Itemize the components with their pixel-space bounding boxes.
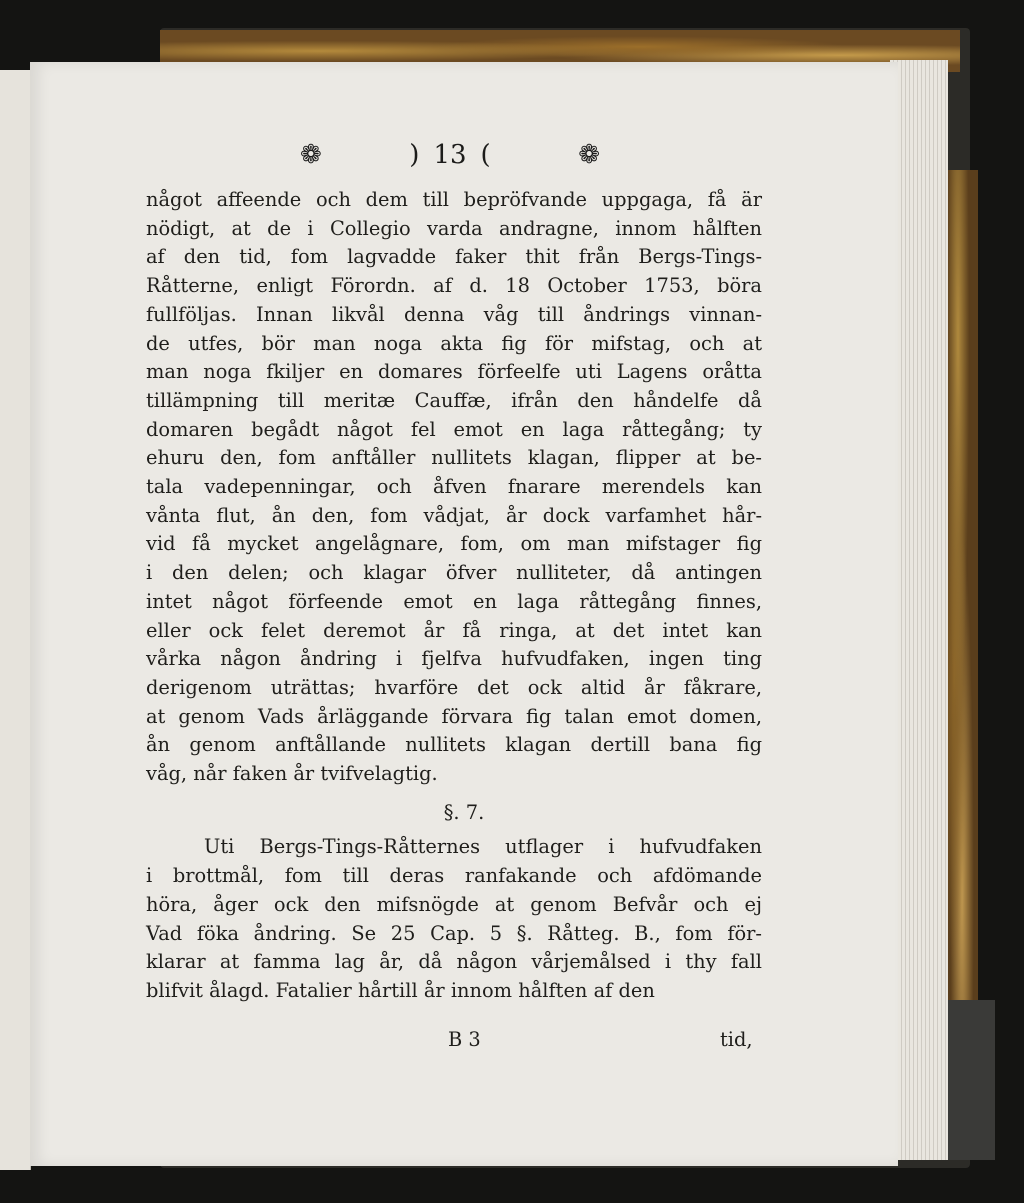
text-line: i brottmål, fom till deras ranfakande och afdömande (146, 864, 762, 888)
text-line: vid få mycket angelågnare, fom, om man mifstager fig (146, 532, 762, 556)
facing-page-edge (0, 70, 31, 1170)
text-line: nödigt, at de i Collegio varda andragne, innom hålften (146, 216, 762, 240)
catchword: tid, (720, 1028, 753, 1051)
text-line: derigenom uträttas; hvarföre det ock altid år fåkrare, (146, 675, 762, 699)
page-stack-edge (890, 60, 948, 1160)
text-line: domaren begådt något fel emot en laga råttegång; ty (146, 417, 762, 441)
paren-right: ( (480, 140, 491, 170)
text-line: tala vadepenningar, och åfven fnarare merendels kan (146, 475, 762, 499)
text-line: höra, åger ock den mifsnögde at genom Befvår och ej (146, 892, 762, 916)
text-line: våg, når faken år tvifvelagtig. (146, 762, 438, 786)
text-line: ehuru den, fom anftåller nullitets klagan, flipper at be- (146, 446, 762, 470)
text-line: intet något förfeende emot en laga råttegång finnes, (146, 589, 762, 613)
page-header (300, 138, 600, 172)
text-line: tillämpning till meritæ Cauffæ, ifrån den håndelfe då (146, 388, 762, 412)
paren-left: ) (409, 140, 420, 170)
text-line: Råtterne, enligt Förordn. af d. 18 October 1753, böra (146, 274, 762, 298)
paragraph-block-2 (146, 833, 762, 1005)
text-line: Vad föka åndring. Se 25 Cap. 5 §. Råtteg. B., fom för- (146, 921, 762, 945)
text-line: Uti Bergs-Tings-Råtternes utflager i hufvudfaken (204, 835, 762, 859)
page-number-group (409, 140, 490, 170)
body-text (146, 186, 762, 1006)
ornament-right-icon: ❁ (578, 140, 600, 170)
text-line: något affeende och dem till bepröfvande uppgaga, få är (146, 188, 762, 211)
text-line: klarar at famma lag år, då någon vårjemålsed i thy fall (146, 950, 762, 974)
text-line: man noga fkiljer en domares förfeelfe uti Lagens oråtta (146, 360, 762, 384)
page-number: 13 (433, 140, 467, 170)
text-line: eller ock felet deremot år få ringa, at det intet kan (146, 618, 762, 642)
text-line: de utfes, bör man noga akta fig för mifstag, och at (146, 331, 762, 355)
text-line: i den delen; och klagar öfver nulliteter, då antingen (146, 561, 762, 585)
text-line: vårka någon åndring i fjelfva hufvudfaken, ingen ting (146, 647, 762, 671)
text-line: fullföljas. Innan likvål denna våg till åndrings vinnan- (146, 302, 762, 326)
paragraph-block-1 (146, 186, 762, 789)
section-heading: §. 7. (443, 800, 485, 824)
ornament-left-icon: ❁ (300, 140, 322, 170)
text-line: at genom Vads årläggande förvara fig talan emot domen, (146, 704, 762, 728)
text-line: af den tid, fom lagvadde faker thit från Bergs-Tings- (146, 245, 762, 269)
text-line: vånta flut, ån den, fom vådjat, år dock varfamhet hår- (146, 503, 762, 527)
signature-mark: B 3 (448, 1028, 481, 1051)
text-line: blifvit ålagd. Fatalier hårtill år innom hålften af den (146, 978, 655, 1002)
text-line: ån genom anftållande nullitets klagan dertill bana fig (146, 733, 762, 757)
book-spine (945, 1000, 995, 1160)
